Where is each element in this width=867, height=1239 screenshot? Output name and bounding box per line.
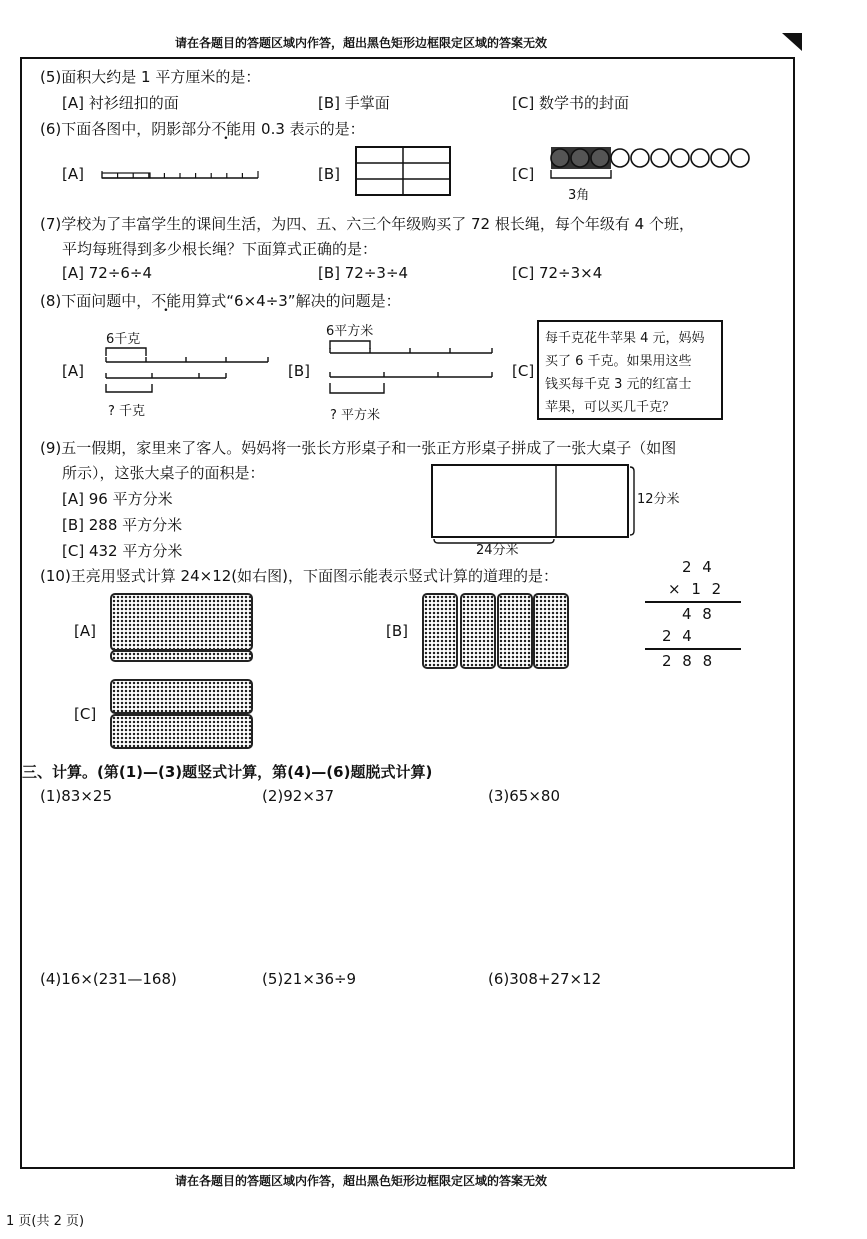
q7-option-c[interactable]: [C] 72÷3×4 [512,264,603,282]
q6-label-b[interactable]: [B] [318,165,340,183]
q9-table-figure [430,463,635,543]
q8-label-a[interactable]: [A] [62,362,84,380]
q10-label-a[interactable]: [A] [74,622,96,640]
q10-vertical-row3: 4 8 [682,605,715,623]
q6-label-a[interactable]: [A] [62,165,84,183]
q6-stem [40,118,365,139]
q10-vertical-row5: 2 8 8 [662,652,716,670]
q8-figure-b-segments [328,337,493,407]
q8-label-c[interactable]: [C] [512,362,535,380]
q9-stem-line1: (9)五一假期，家里来了客人。妈妈将一张长方形桌子和一张正方形桌子拼成了一张大桌子（如图 [40,439,677,457]
q10-b-dot-block-1 [422,593,458,669]
q8-c-line2: 买了 6 千克。如果用这些 [545,354,692,369]
q10-a-dot-block-small [110,650,253,662]
q8-b-top-label: 6平方米 [326,324,374,339]
calc-item-5: (5)21×36÷9 [262,970,357,988]
q8-a-top-label: 6千克 [106,332,141,347]
q10-vertical-row2: × 1 2 [668,580,725,598]
q8-stem-emphasis: 不能 [151,292,182,310]
page-number: 1 页(共 2 页) [6,1214,85,1229]
q7-option-b[interactable]: [B] 72÷3÷4 [318,264,409,282]
q6-figure-a-number-line [100,168,260,180]
q6-coin-label: 3角 [568,188,590,203]
calc-item-1: (1)83×25 [40,787,112,805]
q5-stem: (5)面积大约是 1 平方厘米的是： [40,68,261,86]
calc-item-6: (6)308+27×12 [488,970,602,988]
q5-option-b[interactable]: [B] 手掌面 [318,94,390,112]
q8-c-line1: 每千克花牛苹果 4 元，妈妈 [545,331,705,346]
q6-stem-post: 用 0.3 表示的是： [241,120,365,138]
q10-label-c[interactable]: [C] [74,705,97,723]
q8-c-line4: 苹果，可以买几千克？ [545,400,676,415]
q10-vertical-row4: 2 4 [662,627,695,645]
q10-a-dot-block-large [110,593,253,651]
q9-stem-line2: 所示），这张大桌子的面积是： [62,464,265,482]
calc-item-3: (3)65×80 [488,787,560,805]
q8-stem-post: 用算式“6×4÷3”解决的问题是： [181,292,401,310]
q10-b-dot-block-2 [460,593,496,669]
q5-option-a[interactable]: [A] 衬衫纽扣的面 [62,94,179,112]
footer-notice: 请在各题目的答题区域内作答，超出黑色矩形边框限定区域的答案无效 [175,1174,548,1188]
q10-b-dot-block-3 [497,593,533,669]
q10-label-b[interactable]: [B] [386,622,408,640]
q9-height-label: 12分米 [637,492,680,507]
q8-a-bottom-label: ? 千克 [108,404,146,419]
q8-figure-a-segments [104,346,269,402]
section3-title: 三、计算。(第(1)—(3)题竖式计算，第(4)—(6)题脱式计算) [22,763,433,781]
q7-option-a[interactable]: [A] 72÷6÷4 [62,264,153,282]
q7-stem-line1: (7)学校为了丰富学生的课间生活，为四、五、六三个年级购买了 72 根长绳，每个年级有 4 个班， [40,215,694,233]
q6-stem-pre: (6)下面各图中，阴影部分 [40,120,212,138]
q8-c-problem-box [537,320,723,420]
q10-vertical-rule1 [645,601,741,603]
q10-vertical-rule2 [645,648,741,650]
q8-label-b[interactable]: [B] [288,362,310,380]
q9-width-label: 24分米 [476,543,519,558]
header-notice: 请在各题目的答题区域内作答，超出黑色矩形边框限定区域的答案无效 [175,36,548,50]
q8-b-bottom-label: ? 平方米 [330,408,381,423]
q8-c-line3: 钱买每千克 3 元的红富士 [545,377,692,392]
q5-option-c[interactable]: [C] 数学书的封面 [512,94,629,112]
q9-option-b[interactable]: [B] 288 平方分米 [62,516,183,534]
q7-stem-line2: 平均每班得到多少根长绳？下面算式正确的是： [62,240,378,258]
q10-vertical-row1: 2 4 [682,558,715,576]
q10-stem: (10)王亮用竖式计算 24×12(如右图)，下面图示能表示竖式计算的道理的是： [40,567,559,585]
q8-stem [40,290,401,311]
q10-c-dot-block-bottom [110,714,253,749]
q8-stem-pre: (8)下面问题中， [40,292,152,310]
q6-stem-emphasis: 不能 [211,120,242,138]
q10-b-dot-block-4 [533,593,569,669]
q6-figure-b-grid [355,146,451,196]
calc-item-2: (2)92×37 [262,787,334,805]
q9-option-c[interactable]: [C] 432 平方分米 [62,542,183,560]
corner-mark-icon [782,33,802,51]
q6-label-c[interactable]: [C] [512,165,535,183]
q10-c-dot-block-top [110,679,253,714]
q6-figure-c-coins [548,146,753,186]
calc-item-4: (4)16×(231—168) [40,970,177,988]
q9-option-a[interactable]: [A] 96 平方分米 [62,490,173,508]
